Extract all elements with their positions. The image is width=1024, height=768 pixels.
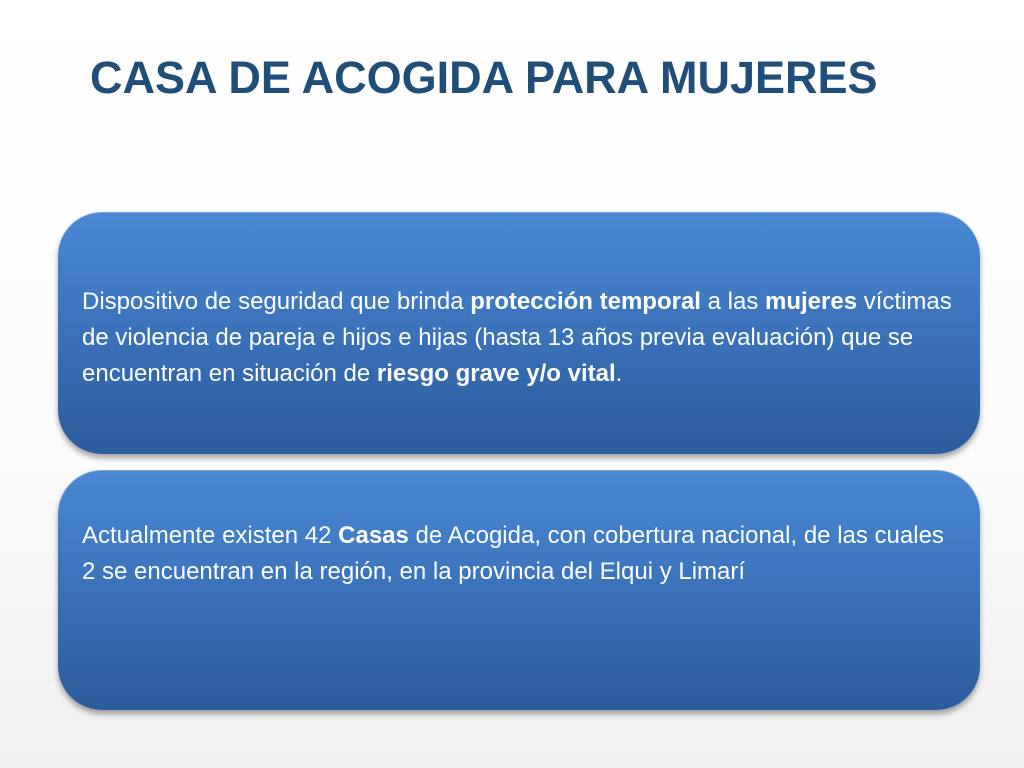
content-box-definition [58,212,980,454]
text-segment: Dispositivo de seguridad que brinda [82,288,471,315]
bold-text-segment: protección temporal [470,288,701,315]
content-box-coverage [58,470,980,710]
text-segment: . [615,360,623,387]
coverage-text [82,518,960,590]
text-segment: Actualmente existen 42 [82,522,339,549]
bold-text-segment: mujeres [765,288,858,315]
bold-text-segment: Casas [338,522,409,549]
definition-text [82,284,954,392]
text-segment: de Acogida, con cobertura nacional, de las cuales 2 se encuentran en la región, en la provincia del Elqui y Limarí [82,522,944,585]
slide-title: CASA DE ACOGIDA PARA MUJERES [90,52,878,103]
text-segment: a las [700,288,765,315]
bold-text-segment: riesgo grave y/o vital [376,360,616,387]
text-segment: víctimas de violencia de pareja e hijos e hijas (hasta 13 años previa evaluación) que se encuentran en situación de [82,288,952,387]
